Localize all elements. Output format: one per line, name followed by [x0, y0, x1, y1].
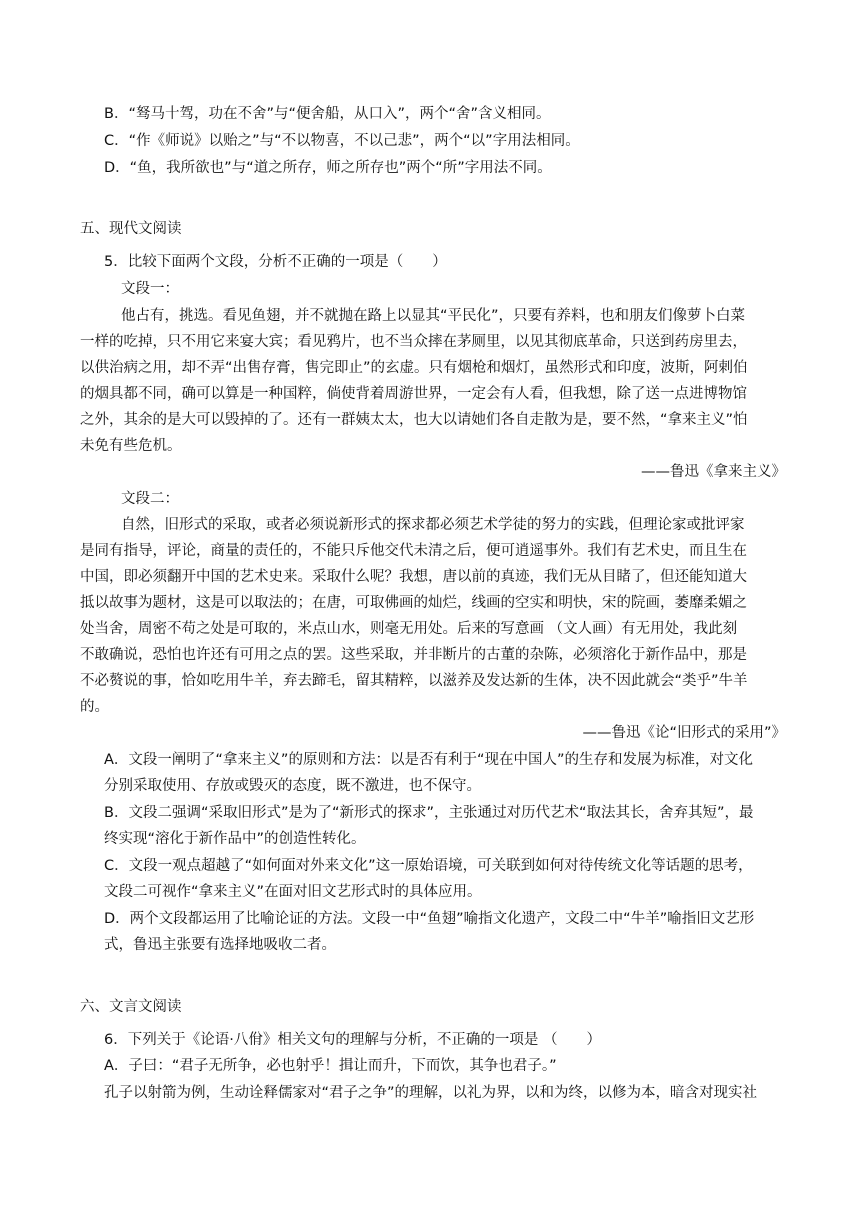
passage2-line-4: 抵以故事为题材，这是可以取法的；在唐，可取佛画的灿烂，线画的空实和明快，宋的院画，萎靡柔媚之: [80, 595, 747, 611]
q5-option-a-line1: A．文段一阐明了“拿来主义”的原则和方法：以是否有利于“现在中国人”的生存和发展为标准，对文化: [104, 752, 753, 768]
passage2-line-3: 中国，即必须翻开中国的艺术史来。采取什么呢？我想，唐以前的真迹，我们无从目睹了，但还能知道大: [80, 569, 747, 585]
passage2-line-6: 不敢确说，恐怕也许还有可用之点的罢。这些采取，并非断片的古董的杂陈，必须溶化于新作品中，那是: [80, 647, 747, 663]
q5-option-d-line2: 式，鲁迅主张要有选择地吸收二者。: [104, 937, 336, 953]
passage1-line-5: 之外，其余的是大可以毁掉的了。还有一群姨太太，也大以请她们各自走散为是，要不然，“拿来主义”怕: [80, 412, 748, 428]
q4-option-b: B．“驽马十驾，功在不舍”与“便舍船，从口入”，两个“舍”含义相同。: [104, 106, 551, 122]
passage1-line-1: 他占有，挑选。看见鱼翅，并不就抛在路上以显其“平民化”，只要有养料，也和朋友们像萝卜白菜: [121, 308, 746, 324]
passage1-line-2: 一样的吃掉，只不用它来宴大宾；看见鸦片，也不当众摔在茅厕里，以见其彻底革命，只送到药房里去，: [80, 334, 747, 350]
q5-option-a-line2: 分别采取使用、存放或毁灭的态度，既不激进，也不保守。: [104, 778, 481, 794]
q5-option-c-line2: 文段二可视作“拿来主义”在面对旧文艺形式时的具体应用。: [104, 884, 482, 900]
section5-heading: 五、现代文阅读: [80, 221, 182, 237]
q5-option-b-line2: 终实现“溶化于新作品中”的创造性转化。: [104, 831, 366, 847]
q5-question: 5．比较下面两个文段，分析不正确的一项是（ ）: [104, 254, 447, 270]
passage1-line-6: 未免有些危机。: [80, 438, 182, 454]
q5-option-d-line1: D．两个文段都运用了比喻论证的方法。文段一中“鱼翅”喻指文化遗产，文段二中“牛羊”喻指旧文艺形: [104, 911, 755, 927]
passage2-line-1: 自然，旧形式的采取，或者必须说新形式的探求都必须艺术学徒的努力的实践，但理论家或批评家: [121, 517, 745, 533]
passage2-source: ——鲁迅《论“旧形式的采用”》: [582, 725, 786, 741]
q6-question: 6．下列关于《论语·八佾》相关文句的理解与分析，不正确的一项是 （ ）: [104, 1032, 601, 1048]
q5-option-c-line1: C．文段一观点超越了“如何面对外来文化”这一原始语境，可关联到如何对待传统文化等话题的思考，: [104, 858, 753, 874]
q4-option-d: D．“鱼，我所欲也”与“道之所存，师之所存也”两个“所”字用法不同。: [104, 160, 552, 176]
passage1-label: 文段一：: [121, 281, 179, 297]
q5-option-b-line1: B．文段二强调“采取旧形式”是为了“新形式的探求”，主张通过对历代艺术“取法其长，舍弃其短”，最: [104, 805, 754, 821]
passage2-line-7: 不必赘说的事，恰如吃用牛羊，弃去蹄毛，留其精粹，以滋养及发达新的生体，决不因此就会“类乎”牛羊: [80, 673, 748, 689]
passage1-line-3: 以供治病之用，却不弄“出售存膏，售完即止”的玄虚。只有烟枪和烟灯，虽然形式和印度，波斯，阿剌伯: [80, 360, 748, 376]
passage2-line-8: 的。: [80, 699, 109, 715]
passage2-label: 文段二：: [121, 491, 179, 507]
passage2-line-5: 处当舍，周密不苟之处是可取的，米点山水，则毫无用处。后来的写意画 （文人画）有无用处，我此刻: [80, 621, 738, 637]
q6-option-a: A．子曰：“君子无所争，必也射乎！揖让而升，下而饮，其争也君子。”: [104, 1058, 557, 1074]
passage1-line-4: 的烟具都不同，确可以算是一种国粹，倘使背着周游世界，一定会有人看，但我想，除了送一点进博物馆: [80, 386, 747, 402]
passage2-line-2: 是同有指导，评论，商量的责任的，不能只斥他交代未清之后，便可逍遥事外。我们有艺术史，而且生在: [80, 543, 747, 559]
q6-option-a-explain: 孔子以射箭为例，生动诠释儒家对“君子之争”的理解，以礼为界，以和为终，以修为本，暗含对现实社: [104, 1085, 758, 1101]
section6-heading: 六、文言文阅读: [80, 999, 182, 1015]
q4-option-c: C．“作《师说》以贻之”与“不以物喜，不以己悲”，两个“以”字用法相同。: [104, 133, 580, 149]
passage1-source: ——鲁迅《拿来主义》: [641, 464, 786, 480]
